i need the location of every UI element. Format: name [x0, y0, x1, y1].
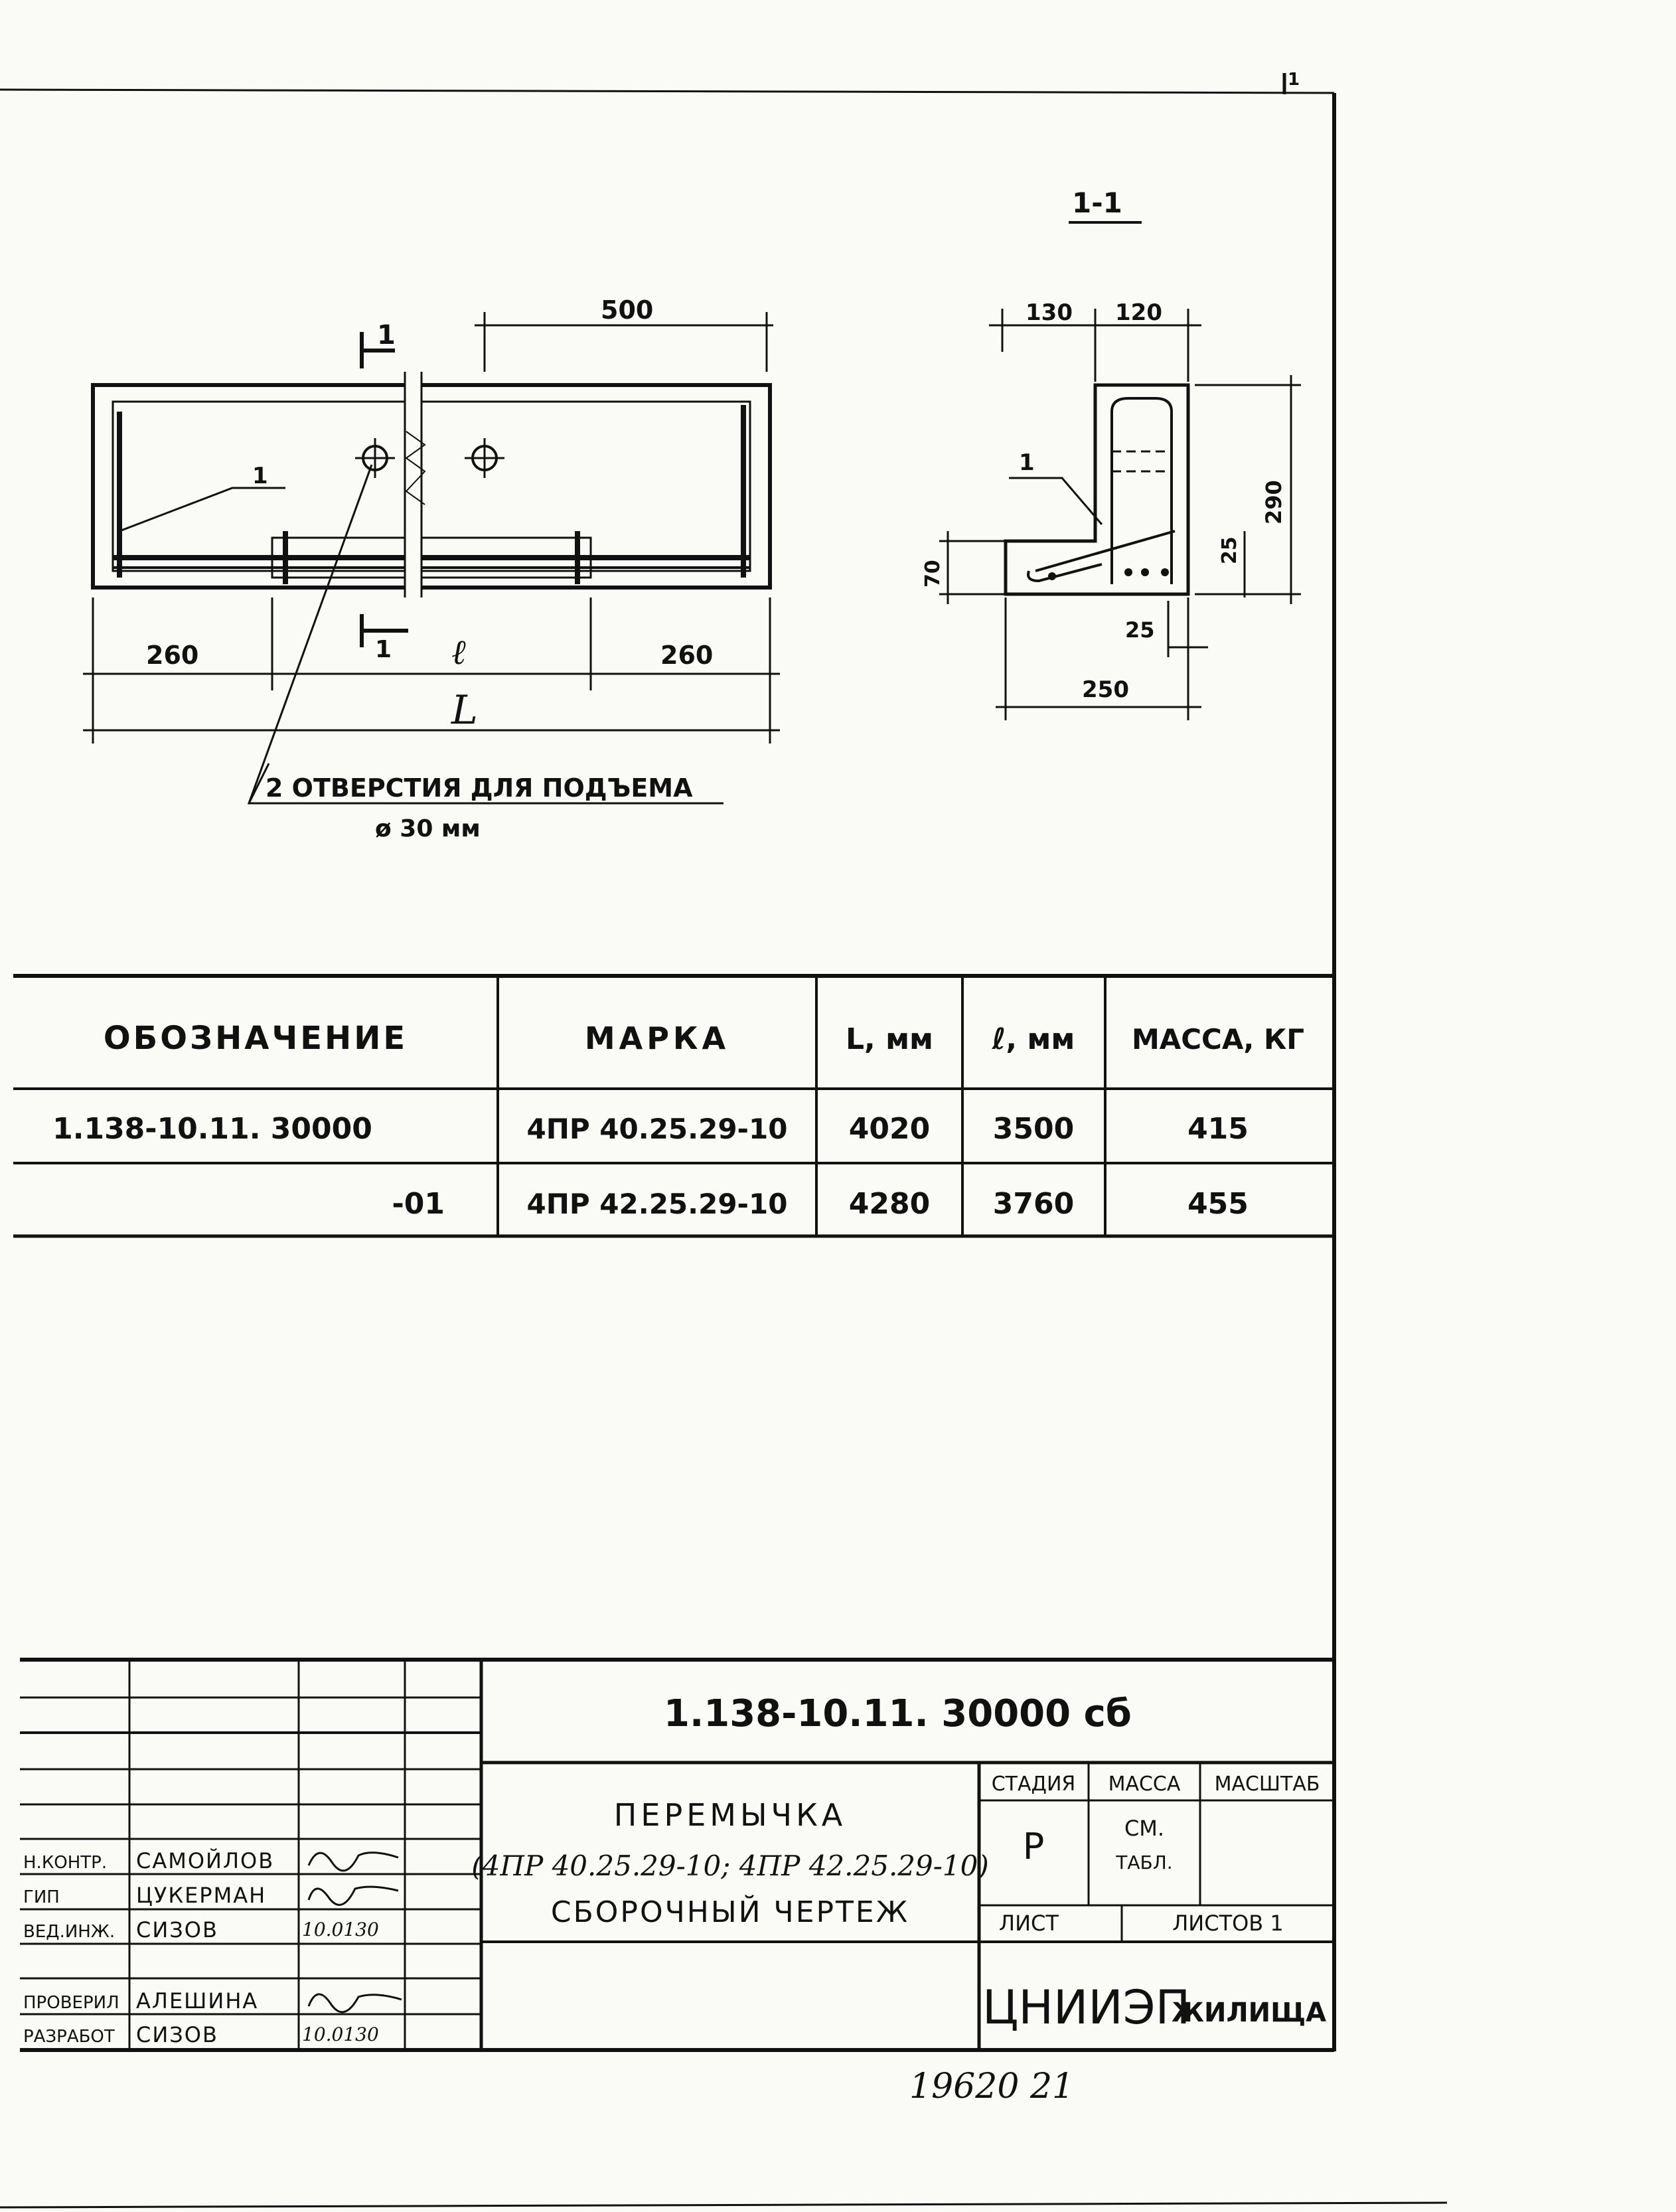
doc-code: 1.138-10.11. 30000 сб	[664, 1692, 1132, 1735]
spec-table	[13, 976, 1334, 1236]
rebar-dot-3	[1141, 568, 1149, 576]
section-outline	[1006, 385, 1188, 594]
mass-header: МАССА	[1108, 1773, 1181, 1796]
spec-r1-mark: 4ПР 40.25.29-10	[526, 1113, 788, 1145]
rebar-dot-1	[1048, 572, 1056, 580]
spec-r2-designation: -01	[392, 1187, 445, 1221]
rebar-dot-2	[1124, 568, 1132, 576]
spec-r2-l: 3760	[992, 1187, 1075, 1221]
hole-note-line2: ø 30 мм	[375, 815, 481, 842]
leader-1-section-label: 1	[1019, 449, 1035, 476]
signer-4-role: ПРОВЕРИЛ	[23, 1993, 119, 2013]
signer-5-name: СИЗОВ	[136, 2022, 218, 2047]
doc-name-line1: ПЕРЕМЫЧКА	[613, 1797, 847, 1833]
org-main: ЦНИИЭП	[982, 1980, 1191, 2035]
dim-l-small: ℓ	[451, 633, 466, 672]
signer-2-name: ЦУКЕРМАН	[136, 1883, 267, 1908]
signer-3-date: 10.0130	[302, 1919, 379, 1940]
lifting-hole-left	[355, 438, 395, 478]
dim-25-bottom: 25	[1125, 617, 1155, 643]
reinforcement-cage	[113, 402, 750, 571]
signer-3-role: ВЕД.ИНЖ.	[23, 1922, 115, 1942]
rebar-dot-4	[1161, 568, 1169, 576]
dim-70: 70	[921, 560, 945, 588]
hole-note-line1: 2 ОТВЕРСТИЯ ДЛЯ ПОДЪЕМА	[266, 773, 693, 803]
mass-value-1: СМ.	[1124, 1816, 1165, 1841]
dim-500: 500	[601, 295, 654, 325]
signer-3-name: СИЗОВ	[136, 1917, 218, 1942]
signer-1-role: Н.КОНТР.	[23, 1853, 108, 1873]
signer-4-signature	[309, 1994, 402, 2012]
spec-header-l: ℓ, мм	[992, 1022, 1075, 1056]
dim-250: 250	[1082, 676, 1129, 703]
signer-2-signature	[309, 1887, 398, 1905]
spec-r2-L: 4280	[848, 1187, 931, 1221]
dim-120: 120	[1115, 299, 1162, 326]
signer-4-name: АЛЕШИНА	[136, 1988, 259, 2014]
spec-header-mass: МАССА, КГ	[1131, 1023, 1305, 1056]
scale-header: МАСШТАБ	[1214, 1773, 1320, 1796]
title-block	[20, 1660, 1334, 2050]
leader-1-front	[119, 488, 285, 531]
bottom-edge-line	[0, 2203, 1447, 2207]
sheet-label: ЛИСТ	[999, 1911, 1059, 1936]
section-cut-label-top: 1	[377, 320, 396, 351]
org-sub: ЖИЛИЩА	[1172, 1998, 1327, 2028]
hole-note-leader	[249, 465, 724, 803]
spec-r2-mark: 4ПР 42.25.29-10	[526, 1188, 788, 1220]
front-view	[83, 295, 780, 842]
doc-name-line3: СБОРОЧНЫЙ ЧЕРТЕЖ	[550, 1895, 910, 1929]
signer-5-date: 10.0130	[302, 2023, 379, 2045]
sheets-label: ЛИСТОВ 1	[1172, 1911, 1284, 1936]
top-frame-line	[0, 90, 1334, 93]
spec-r2-mass: 455	[1187, 1187, 1249, 1221]
signer-1-signature	[309, 1853, 398, 1871]
section-cut-label-bottom: 1	[375, 636, 392, 663]
spec-header-designation: ОБОЗНАЧЕНИЕ	[103, 1020, 408, 1057]
dim-260-left: 260	[146, 641, 199, 670]
leader-1-front-label: 1	[252, 463, 268, 489]
handwritten-number: 19620 21	[909, 2067, 1075, 2106]
mass-value-2: ТАБЛ.	[1116, 1852, 1173, 1873]
leader-1-section	[1009, 478, 1102, 524]
dim-25-right: 25	[1218, 536, 1241, 564]
stage-header: СТАДИЯ	[991, 1773, 1076, 1796]
doc-name-line2: (4ПР 40.25.29-10; 4ПР 42.25.29-10)	[471, 1850, 989, 1882]
signer-5-role: РАЗРАБОТ	[23, 2027, 115, 2047]
lifting-hole-right	[465, 438, 504, 478]
section-stirrup	[1112, 398, 1172, 584]
signer-2-role: ГИП	[23, 1887, 60, 1907]
dim-130: 130	[1026, 299, 1073, 326]
sheet-corner-number: 1	[1288, 70, 1300, 90]
spec-r1-l: 3500	[992, 1112, 1075, 1146]
spec-header-L: L, мм	[846, 1022, 933, 1056]
dim-L-big: L	[451, 687, 478, 734]
section-mark: 1-1	[1072, 187, 1122, 219]
dim-260-right: 260	[660, 641, 714, 670]
dim-290: 290	[1261, 480, 1286, 524]
signer-1-name: САМОЙЛОВ	[136, 1848, 275, 1873]
spec-r1-designation: 1.138-10.11. 30000	[52, 1112, 372, 1146]
spec-header-mark: МАРКА	[584, 1020, 730, 1056]
section-view	[921, 187, 1301, 720]
stage-value: Р	[1022, 1826, 1045, 1867]
spec-r1-mass: 415	[1187, 1112, 1249, 1146]
spec-r1-L: 4020	[848, 1112, 931, 1146]
